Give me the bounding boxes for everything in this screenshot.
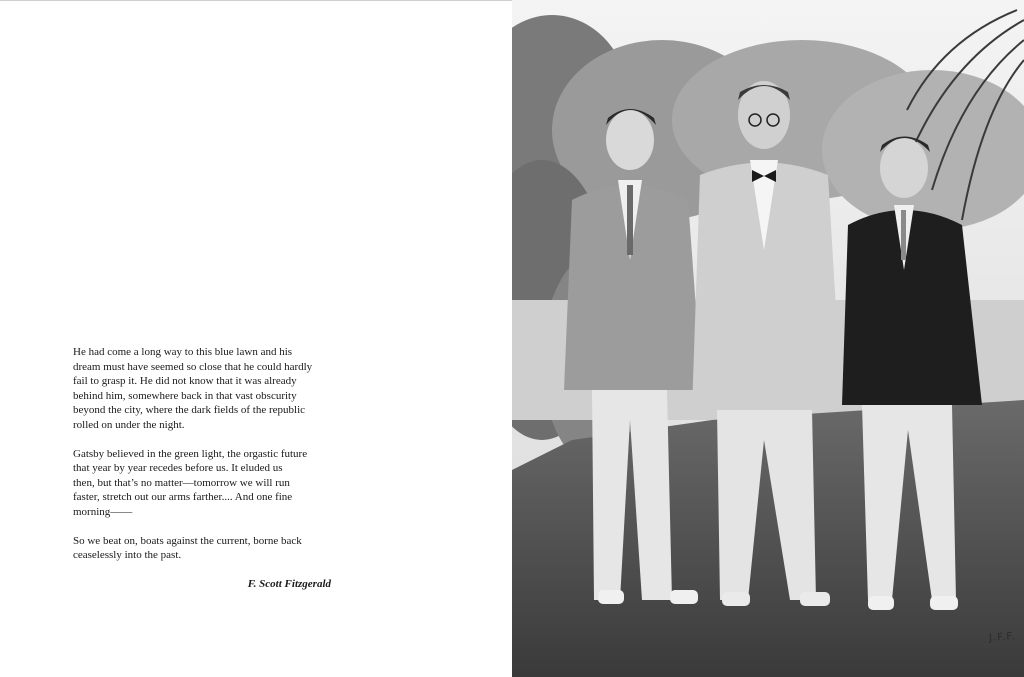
quote-paragraph-2: Gatsby believed in the green light, the orgastic future that year by year recedes before us. It eluded us then, but that’s no matter—tomorrow we will run faster, stretch out our arms farther.... And one fine morning—— xyxy=(73,447,308,518)
quote-text-block xyxy=(73,345,335,591)
quote-paragraph-3: So we beat on, boats against the current, borne back ceaselessly into the past. xyxy=(73,534,302,562)
quote-author: F. Scott Fitzgerald xyxy=(247,577,331,590)
right-page-photo xyxy=(512,0,1024,677)
photo-credit-signature: J.F.F. xyxy=(988,631,1017,644)
family-photo xyxy=(512,0,1024,677)
quote-paragraph-1: He had come a long way to this blue lawn and his dream must have seemed so close that he could hardly fail to grasp it. He did not know that it was already behind him, somewhere back in that vast obscurity beyond the city, where the dark fields of the republic rolled on under the night. xyxy=(73,346,313,431)
